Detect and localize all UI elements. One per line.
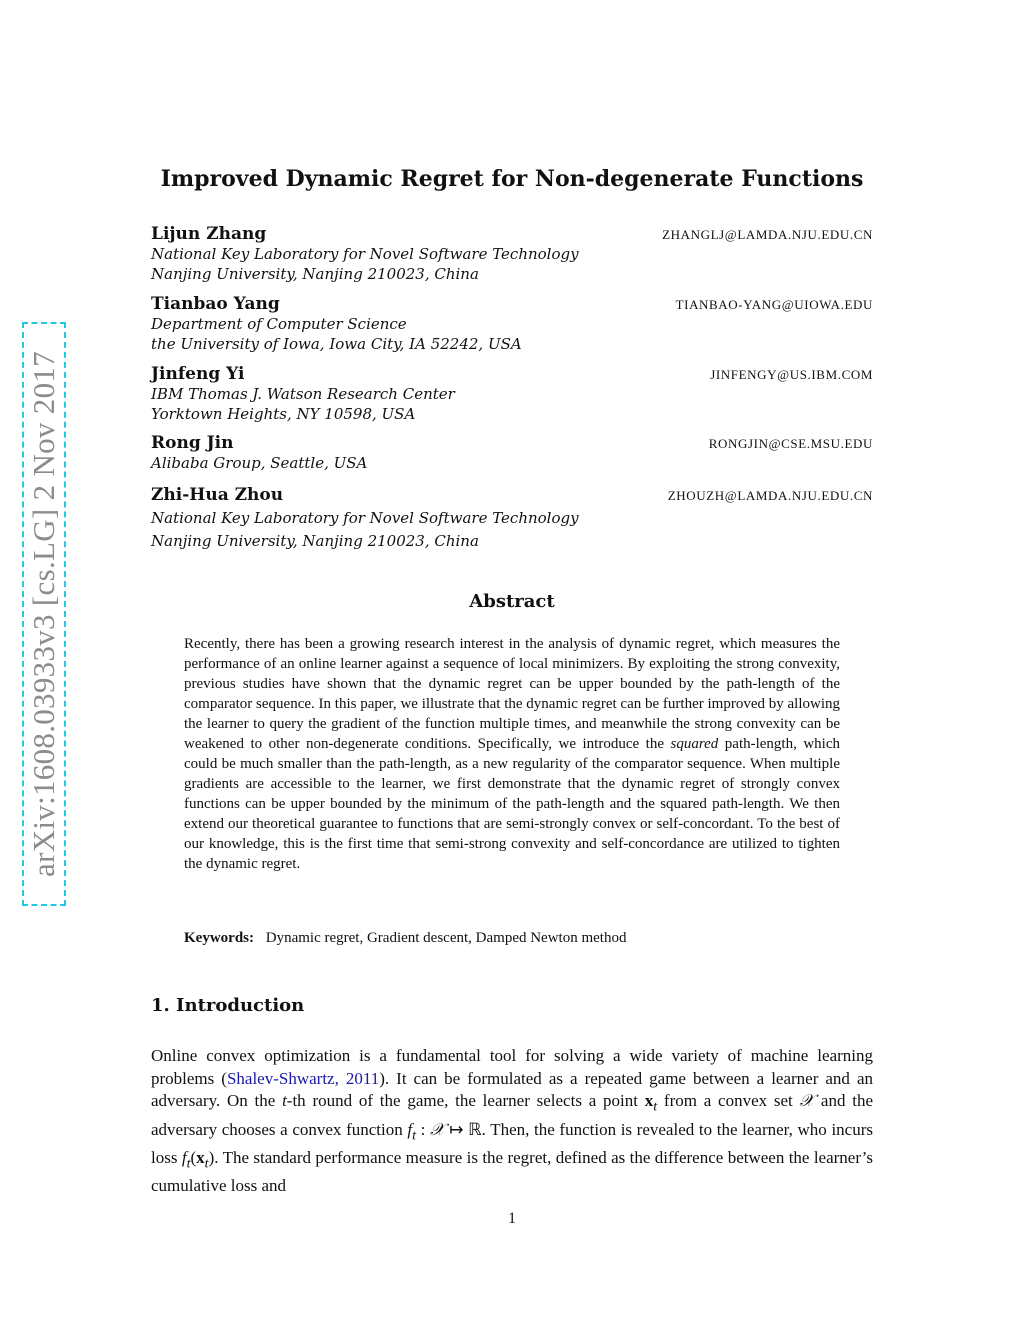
- author-name: Lijun Zhang: [151, 224, 267, 244]
- math-symbol: 𝒳: [799, 1091, 815, 1111]
- author-name: Rong Jin: [151, 433, 234, 453]
- intro-text: (: [190, 1147, 197, 1167]
- math-symbol: x: [644, 1091, 654, 1111]
- intro-text: -th round of the game, the learner selects a point: [286, 1091, 645, 1111]
- section-heading: 1. Introduction: [151, 995, 305, 1016]
- author-name: Zhi-Hua Zhou: [151, 485, 284, 505]
- intro-text: ). It can be formulated as a repeated game between a learner and an adversary. On the: [151, 1068, 873, 1111]
- paper-title: Improved Dynamic Regret for Non-degenerate Functions: [160, 166, 864, 192]
- author-email: ZHANGLJ@LAMDA.NJU.EDU.CN: [662, 227, 873, 242]
- intro-paragraph: [151, 1045, 873, 1197]
- keywords-label: Keywords:: [184, 930, 254, 946]
- math-symbol: f: [407, 1119, 413, 1139]
- author-affiliation: the University of Iowa, Iowa City, IA 52242, USA: [151, 335, 522, 353]
- math-symbol: x: [196, 1147, 205, 1167]
- author-affiliation: National Key Laboratory for Novel Software Technology: [151, 245, 579, 263]
- author-name: Jinfeng Yi: [151, 364, 245, 384]
- abstract-text: path-length, which could be much smaller than the path-length, as a new regularity of the comparator sequence. When multiple gradients are accessible to the learner, we first demonstrate that the dynamic regret of strongly convex functions can be upper bounded by the minimum of the path-length and the squared path-length. We then extend our theoretical guarantee to functions that are semi-strongly convex or self-concordant. To the best of our knowledge, this is the first time that semi-strong convexity and self-concordance are utilized to tighten the dynamic regret.: [184, 736, 840, 872]
- author-affiliation: National Key Laboratory for Novel Software Technology: [151, 509, 579, 527]
- citation-author: Shalev-Shwartz: [226, 1068, 335, 1088]
- abstract-body: [184, 634, 840, 874]
- citation-year: 2011: [345, 1068, 380, 1088]
- author-name: Tianbao Yang: [151, 294, 280, 314]
- abstract-heading: Abstract: [469, 591, 555, 612]
- citation-link[interactable]: [227, 1069, 379, 1088]
- keywords: [184, 930, 840, 947]
- math-symbol: 𝒳: [430, 1119, 445, 1139]
- author-block: [151, 364, 873, 424]
- author-email: TIANBAO-YANG@UIOWA.EDU: [675, 297, 873, 312]
- citation-separator: ,: [334, 1068, 346, 1088]
- math-subscript: t: [412, 1126, 417, 1143]
- intro-text: :: [416, 1119, 431, 1139]
- author-block: [151, 433, 873, 473]
- author-affiliation: Yorktown Heights, NY 10598, USA: [151, 405, 416, 423]
- author-affiliation: Nanjing University, Nanjing 210023, China: [151, 532, 479, 550]
- intro-text: ). The standard performance measure is the regret, defined as the difference between the learner’s cumulative loss and: [151, 1147, 873, 1195]
- author-email: RONGJIN@CSE.MSU.EDU: [708, 436, 873, 451]
- author-affiliation: IBM Thomas J. Watson Research Center: [151, 385, 455, 403]
- abstract-emphasis: squared: [670, 736, 719, 752]
- math-symbol: f: [181, 1147, 187, 1167]
- keywords-text: Dynamic regret, Gradient descent, Damped Newton method: [265, 930, 627, 946]
- abstract-text: Recently, there has been a growing research interest in the analysis of dynamic regret, which measures the performance of an online learner against a sequence of local minimizers. By exploiting the strong convexity, previous studies have shown that the dynamic regret can be upper bounded by the path-length of the comparator sequence. In this paper, we illustrate that the dynamic regret can be further improved by allowing the learner to query the gradient of the function multiple times, and meanwhile the strong convexity can be weakened to other non-degenerate conditions. Specifically, we introduce the: [184, 636, 840, 752]
- author-email: JINFENGY@US.IBM.COM: [710, 367, 873, 382]
- author-affiliation: Department of Computer Science: [151, 315, 407, 333]
- intro-text: from a convex set: [657, 1091, 800, 1111]
- author-affiliation: Alibaba Group, Seattle, USA: [151, 454, 368, 472]
- math-subscript: t: [204, 1154, 209, 1171]
- author-block: [151, 294, 873, 354]
- intro-text: and the adversary chooses a convex function: [151, 1091, 873, 1139]
- intro-text: ↦ ℝ. Then, the function is revealed to the learner, who incurs loss: [151, 1119, 873, 1167]
- author-email: ZHOUZH@LAMDA.NJU.EDU.CN: [667, 488, 873, 503]
- author-block: [151, 224, 873, 284]
- author-affiliation: Nanjing University, Nanjing 210023, China: [151, 265, 479, 283]
- author-block: [151, 485, 873, 551]
- intro-text: Online convex optimization is a fundamental tool for solving a wide variety of machine learning problems (: [151, 1046, 873, 1088]
- arxiv-identifier: arXiv:1608.03933v3 [cs.LG] 2 Nov 2017: [26, 351, 62, 877]
- arxiv-stamp: [22, 322, 66, 906]
- math-symbol: t: [282, 1091, 287, 1111]
- math-subscript: t: [186, 1154, 191, 1171]
- page-number: 1: [508, 1210, 516, 1227]
- math-subscript: t: [653, 1098, 658, 1115]
